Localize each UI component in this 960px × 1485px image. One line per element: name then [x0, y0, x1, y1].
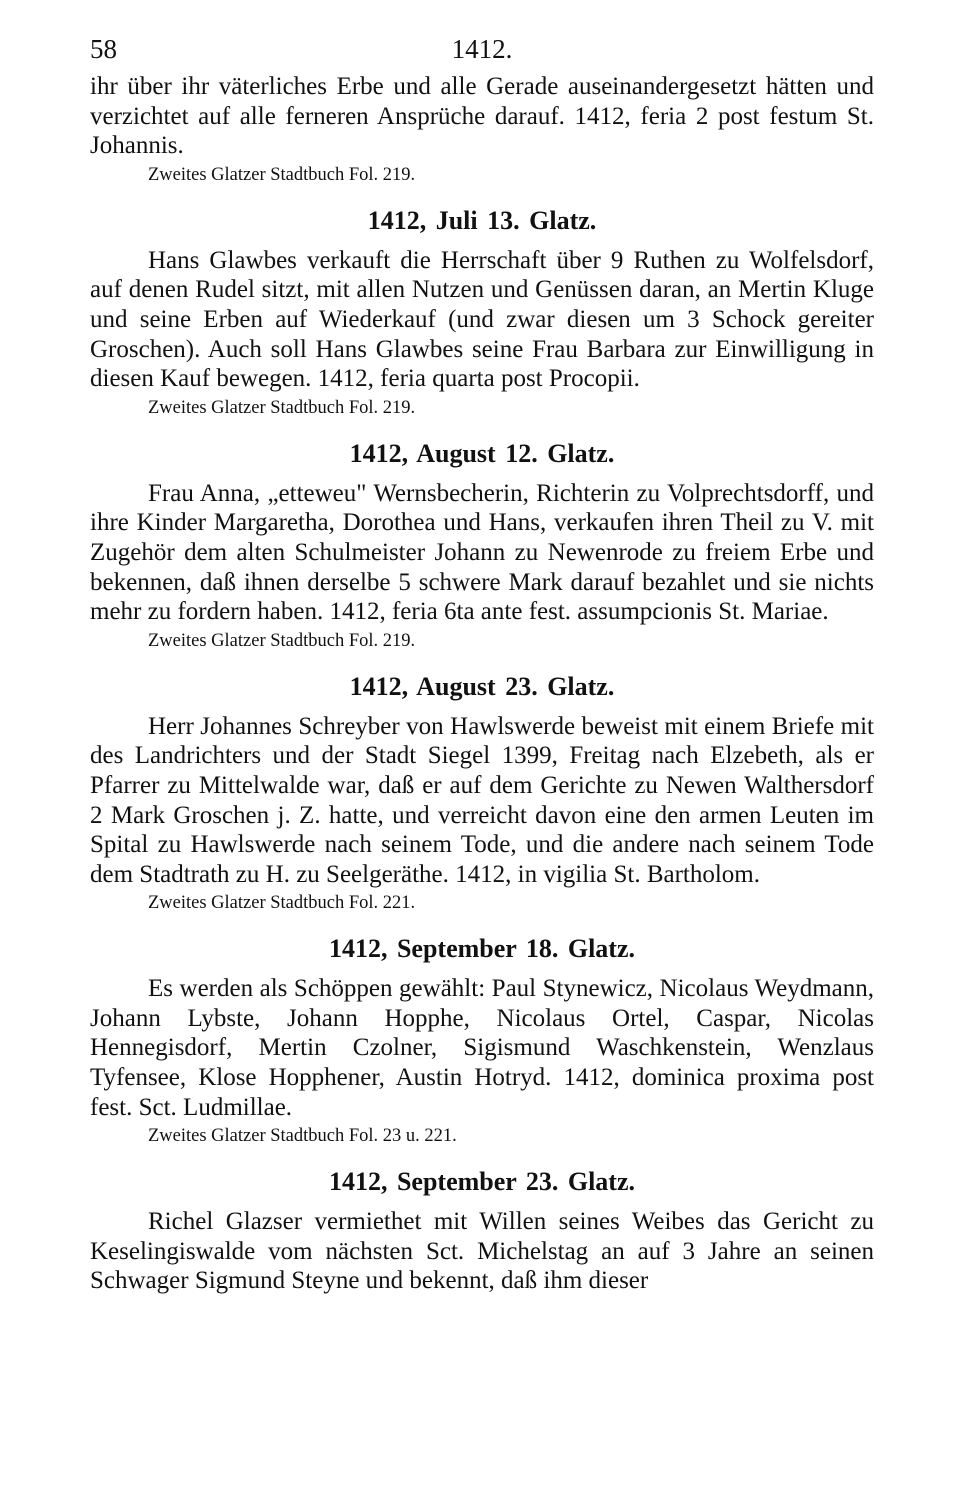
entry-heading: 1412, August 12. Glatz.: [349, 438, 615, 468]
entry-heading: 1412, Juli 13. Glatz.: [367, 205, 597, 235]
page-header: [90, 28, 874, 72]
entry-paragraph: Frau Anna, „etteweu" Wernsbecherin, Richterin zu Volprechtsdorff, und ihre Kinder Margaretha, Dorothea und Hans, verkaufen ihren Theil zu V. mit Zugehör dem alten Schulmeister Johann zu Newenrode zu freiem Erbe und bekennen, daß ihnen derselbe 5 schwere Mark darauf bezahlet und sie nichts mehr zu fordern haben. 1412, feria 6ta ante fest. assumpcionis St. Mariae.: [90, 479, 874, 626]
entry-paragraph: Es werden als Schöppen gewählt: Paul Stynewicz, Nicolaus Weydmann, Johann Lybste, Johann Hopphe, Nicolaus Ortel, Caspar, Nicolas Hennegisdorf, Mertin Czolner, Sigismund Waschkenstein, Wenzlaus Tyfensee, Klose Hopphener, Austin Hotryd. 1412, dominica proxima post fest. Sct. Ludmillae.: [90, 975, 874, 1121]
document-page: [90, 28, 874, 1296]
entry-paragraph: Richel Glazser vermiethet mit Willen seines Weibes das Gericht zu Keselingiswalde vom nächsten Sct. Michelstag an auf 3 Jahre an seinen Schwager Sigmund Steyne und bekennt, daß ihm dieser: [90, 1208, 874, 1295]
source-citation: Zweites Glatzer Stadtbuch Fol. 23 u. 221.: [148, 1126, 457, 1147]
running-head: 1412.: [451, 34, 513, 64]
entry-heading: 1412, September 18. Glatz.: [328, 934, 636, 964]
opening-paragraph: ihr über ihr väterliches Erbe und alle Gerade auseinandergesetzt hätten und verzichtet auf alle ferneren Ansprüche darauf. 1412, feria 2 post festum St. Johannis.: [90, 73, 874, 160]
entry-paragraph: Hans Glawbes verkauft die Herrschaft über 9 Ruthen zu Wolfelsdorf, auf denen Rudel sitzt, mit allen Nutzen und Genüssen daran, an Mertin Kluge und seine Erben auf Wiederkauf (und zwar diesen um 3 Schock gereiter Groschen). Auch soll Hans Glawbes seine Frau Barbara zur Einwilligung in diesen Kauf bewegen. 1412, feria quarta post Procopii.: [90, 246, 874, 393]
entry-paragraph: Herr Johannes Schreyber von Hawlswerde beweist mit einem Briefe mit des Landrichters und der Stadt Siegel 1399, Freitag nach Elzebeth, als er Pfarrer zu Mittelwalde war, daß er auf dem Gerichte zu Newen Walthersdorf 2 Mark Groschen j. Z. hatte, und verreicht davon eine den armen Leuten im Spital zu Hawlswerde nach seinem Tode, und die andere nach seinem Tode dem Stadtrath zu H. zu Seelgeräthe. 1412, in vigilia St. Bartholom.: [90, 712, 874, 888]
source-citation: Zweites Glatzer Stadtbuch Fol. 219.: [148, 397, 416, 418]
entry-heading: 1412, August 23. Glatz.: [349, 671, 615, 701]
source-citation: Zweites Glatzer Stadtbuch Fol. 219.: [148, 164, 416, 185]
page-number: 58: [90, 34, 117, 64]
source-citation: Zweites Glatzer Stadtbuch Fol. 219.: [148, 630, 416, 651]
source-citation: Zweites Glatzer Stadtbuch Fol. 221.: [148, 893, 416, 914]
entry-heading: 1412, September 23. Glatz.: [328, 1167, 636, 1197]
